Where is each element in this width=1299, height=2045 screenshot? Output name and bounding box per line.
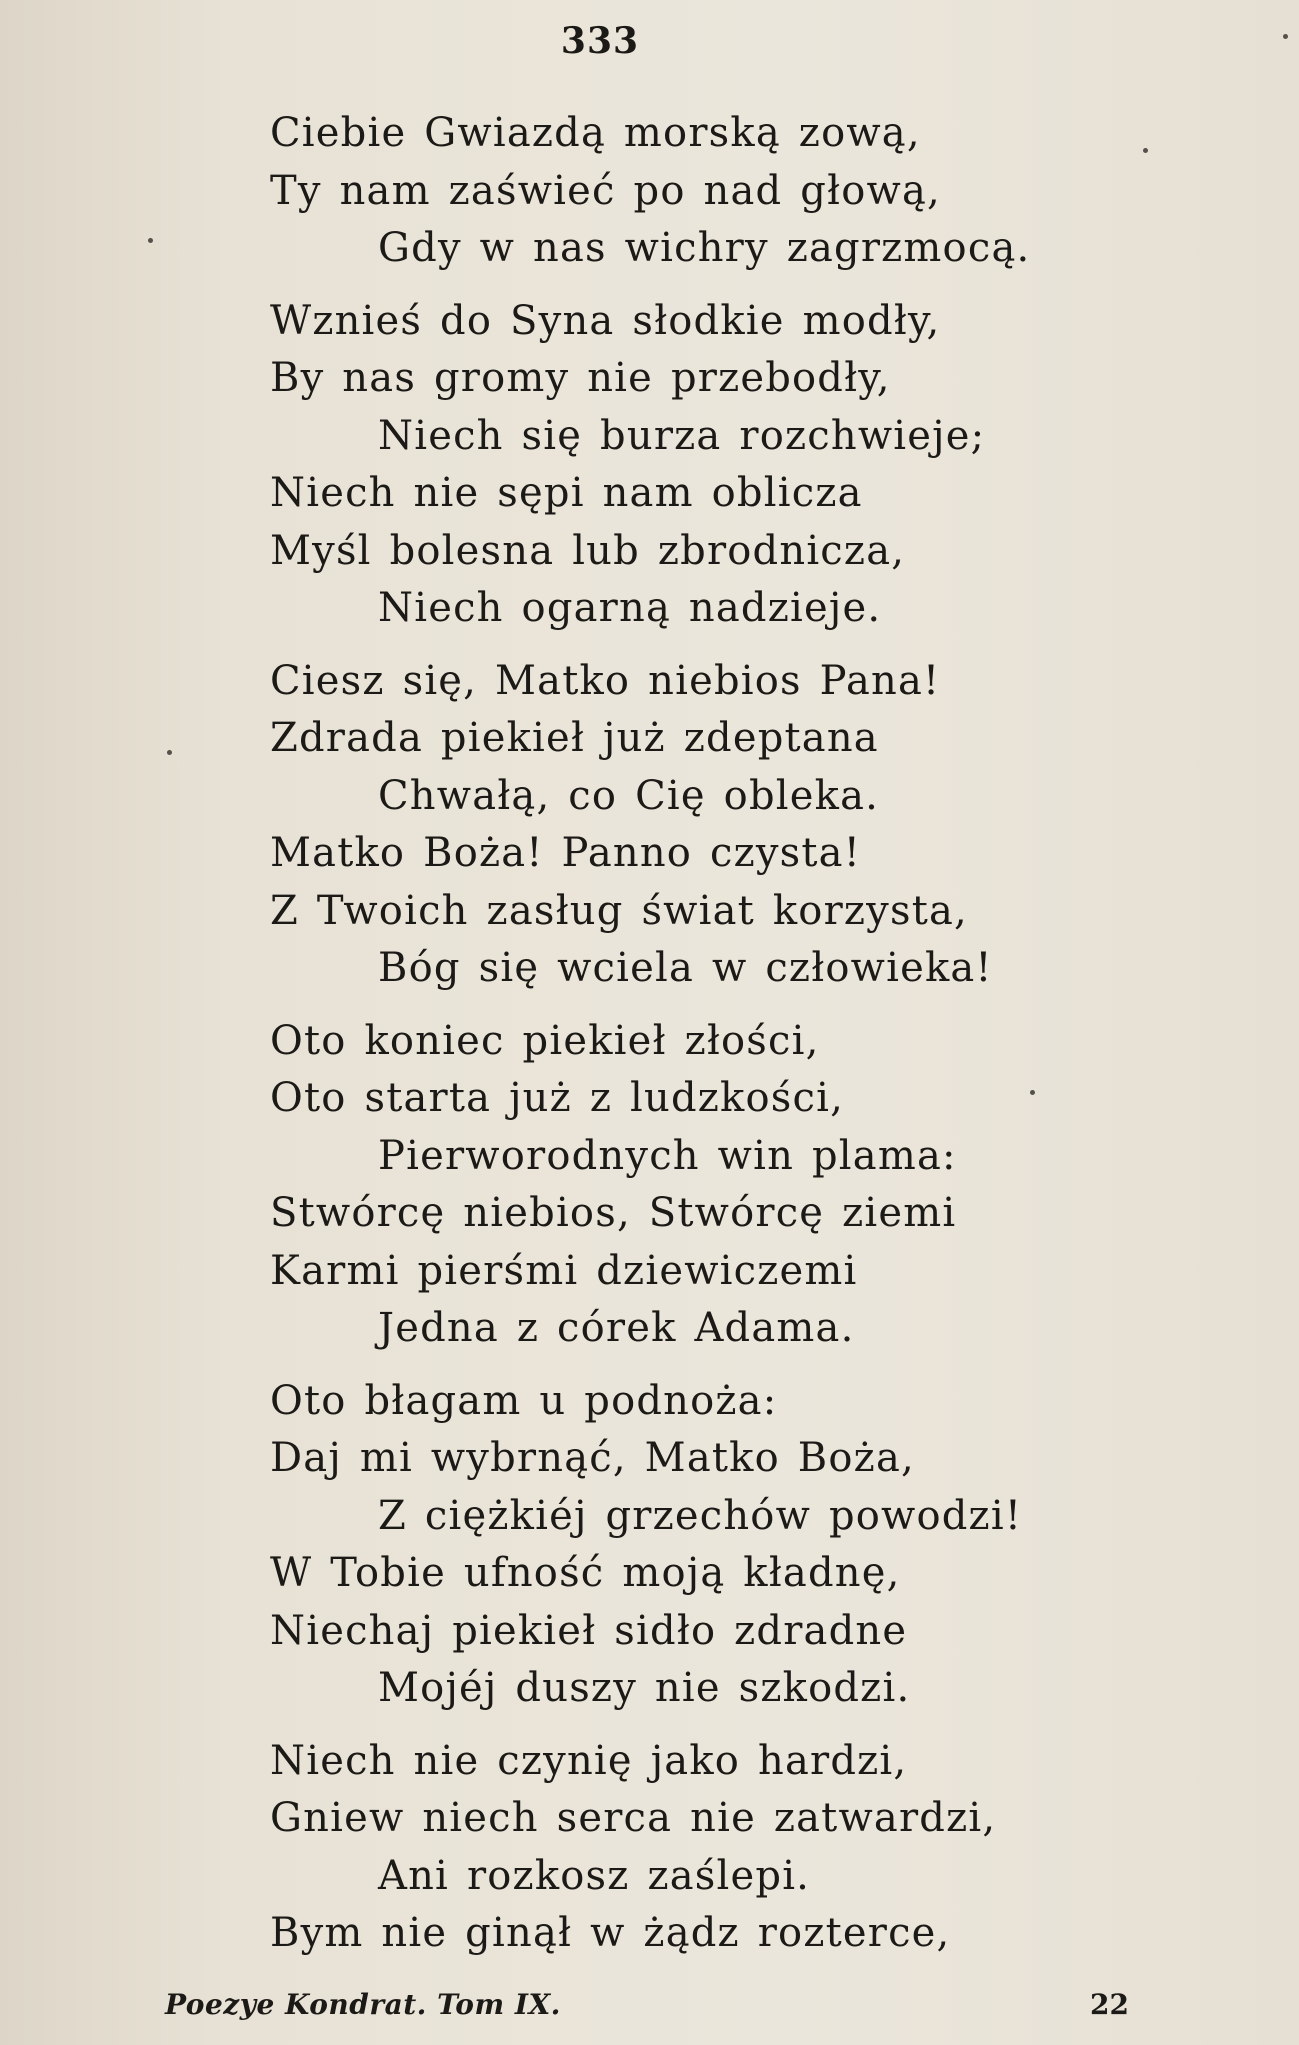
- poem-line: Niech nie czynię jako hardzi,: [270, 1737, 908, 1784]
- poem-line: Ty nam zaświeć po nad głową,: [270, 167, 941, 214]
- poem-line: Daj mi wybrnąć, Matko Boża,: [270, 1435, 915, 1481]
- stanza: [270, 1373, 1070, 1718]
- paper-speck: [1283, 34, 1288, 39]
- paper-speck: [148, 238, 153, 243]
- poem-line: Stwórcę niebios, Stwórcę ziemi: [270, 1190, 957, 1236]
- poem-line: Gniew niech serca nie zatwardzi,: [270, 1795, 997, 1841]
- stanza: [270, 1733, 1070, 1963]
- poem-line: Z ciężkiéj grzechów powodzi!: [378, 1492, 1023, 1539]
- poem-line: Karmi pierśmi dziewiczemi: [270, 1247, 858, 1294]
- stanza: [270, 105, 1070, 278]
- paper-speck: [1030, 1090, 1035, 1095]
- poem-line: Mojéj duszy nie szkodzi.: [378, 1665, 911, 1711]
- signature-mark: 22: [1090, 1988, 1129, 2021]
- poem-line: Pierworodnych win plama:: [378, 1132, 957, 1179]
- poem-line: Bóg się wciela w człowieka!: [378, 945, 993, 991]
- poem-line: Gdy w nas wichry zagrzmocą.: [378, 225, 1031, 271]
- poem-line: Wznieś do Syna słodkie modły,: [270, 297, 941, 344]
- poem: [270, 105, 1070, 1978]
- poem-line: Jedna z córek Adama.: [378, 1305, 855, 1351]
- poem-line: Ani rozkosz zaślepi.: [378, 1852, 811, 1899]
- poem-line: Chwałą, co Cię obleka.: [378, 772, 880, 819]
- page-footer: [165, 1988, 1165, 2028]
- poem-line: Ciebie Gwiazdą morską zową,: [270, 110, 921, 156]
- poem-line: Niech ogarną nadzieje.: [378, 585, 882, 631]
- poem-line: Bym nie ginął w żądz rozterce,: [270, 1910, 951, 1956]
- poem-line: Z Twoich zasług świat korzysta,: [270, 887, 968, 934]
- page-number: 333: [560, 20, 640, 62]
- poem-line: Niech nie sępi nam oblicza: [270, 470, 863, 516]
- poem-line: Myśl bolesna lub zbrodnicza,: [270, 527, 906, 574]
- poem-line: Matko Boża! Panno czysta!: [270, 830, 861, 876]
- poem-line: Niechaj piekieł sidło zdradne: [270, 1607, 908, 1654]
- stanza: [270, 653, 1070, 998]
- poem-line: Zdrada piekieł już zdeptana: [270, 715, 879, 761]
- poem-line: Oto błagam u podnoża:: [270, 1377, 778, 1424]
- poem-line: W Tobie ufność moją kładnę,: [270, 1550, 901, 1596]
- poem-line: Oto starta już z ludzkości,: [270, 1075, 845, 1121]
- stanza: [270, 1013, 1070, 1358]
- poem-line: Oto koniec piekieł złości,: [270, 1017, 820, 1064]
- paper-speck: [1143, 148, 1148, 153]
- poem-line: Ciesz się, Matko niebios Pana!: [270, 657, 941, 704]
- poem-line: By nas gromy nie przebodły,: [270, 355, 891, 401]
- stanza: [270, 293, 1070, 638]
- poem-line: Niech się burza rozchwieje;: [378, 412, 986, 459]
- footer-title: Poezye Kondrat. Tom IX.: [165, 1988, 561, 2021]
- paper-speck: [167, 750, 172, 755]
